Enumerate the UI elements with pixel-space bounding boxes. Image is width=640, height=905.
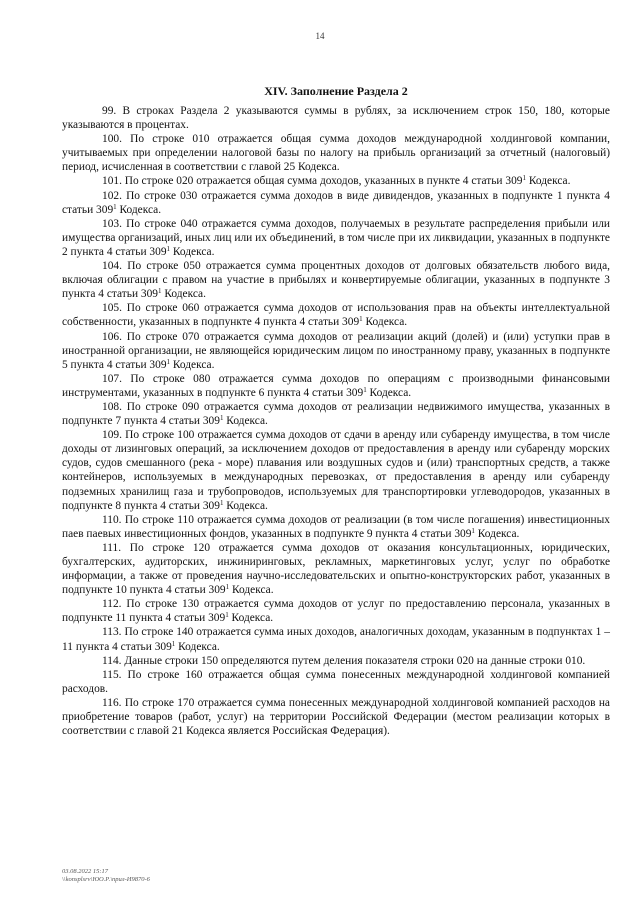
superscript: 1 xyxy=(166,244,171,253)
paragraph-110: 110. По строке 110 отражается сумма доходов от реализации (в том числе погашения) инвестиционных паев паевых инвестиционных фондов, указанных в подпункте 9 пункта 4 статьи $309^1$ Кодекса. xyxy=(62,513,610,540)
superscript: 1 xyxy=(219,414,224,423)
section-title: XIV. Заполнение Раздела 2 xyxy=(264,84,408,98)
paragraph-109: 109. По строке 100 отражается сумма доходов от сдачи в аренду или субаренду имущества, в том числе доходы от лизинговых операций, за исключением доходов от предоставления в аренду или субаренду морских судов, судов смешанного (река - море) плавания или воздушных судов и (или) транспортных средств, а также контейнеров, используемых в международных перевозках, от предоставления в аренду или субаренду подземных хранилищ газа и трубопроводов, используемых для транспортировки углеводородов, указанных в подпункте 8 пункта 4 статьи $309^1$ Кодекса. xyxy=(62,429,610,512)
paragraph-113: 113. По строке 140 отражается сумма иных доходов, аналогичных доходам, указанным в подпунктах 1 – 11 пункта 4 статьи $309^1$ Кодекса. xyxy=(62,626,610,653)
paragraph-102: 102. По строке 030 отражается сумма доходов в виде дивидендов, указанных в подпункте 1 пункта 4 статьи $309^1$ Кодекса. xyxy=(62,189,610,216)
paragraph-100: 100. По строке 010 отражается общая сумма доходов международной холдинговой компании, учитываемых при определении налоговой базы по налогу на прибыль организаций за отчетный (налоговый) период, исчисленная в соответствии с главой 25 Кодекса. xyxy=(62,133,610,174)
paragraph-111: 111. По строке 120 отражается сумма доходов от оказания консультационных, юридических, бухгалтерских, аудиторских, инжиниринговых, рекламных, маркетинговых услуг, услуг по обработке информации, а также от проведения научно-исследовательских и опытно-конструкторских работ, указанных в подпункте 10 пункта 4 статьи $309^1$ Кодекса. xyxy=(62,541,610,597)
document-footer xyxy=(62,868,150,884)
footer-file-path: \\konsplsrv\ЮО.Р.\прил-И9870-6 xyxy=(62,876,150,883)
paragraph-116: 116. По строке 170 отражается сумма понесенных международной холдинговой компанией расходов на приобретение товаров (работ, услуг) на территории Российской Федерации (местом реализации которых в соответствии с главой 21 Кодекса является Российская Федерация). xyxy=(62,696,610,738)
superscript: 1 xyxy=(522,174,526,183)
paragraph-105: 105. По строке 060 отражается сумма доходов от использования прав на объекты интеллектуальной собственности, указанных в подпункте 4 пункта 4 статьи $309^1$ Кодекса. xyxy=(62,302,610,329)
paragraph-99: 99. В строках Раздела 2 указываются суммы в рублях, за исключением строк 150, 180, которые указываются в процентах. xyxy=(62,105,610,132)
paragraph-104: 104. По строке 050 отражается сумма процентных доходов от долговых обязательств любого вида, включая облигации с правом на участие в прибылях и конвертируемые облигации, указанных в подпункте 3 пункта 4 статьи $309^1$ Кодекса. xyxy=(62,260,610,301)
superscript: 1 xyxy=(363,385,367,394)
superscript: 1 xyxy=(113,202,117,211)
superscript: 1 xyxy=(157,287,162,296)
superscript: 1 xyxy=(225,583,230,592)
superscript: 1 xyxy=(359,315,363,324)
paragraph-115: 115. По строке 160 отражается общая сумма понесенных международной холдинговой компанией расходов. xyxy=(62,668,610,695)
superscript: 1 xyxy=(471,526,475,535)
paragraph-107: 107. По строке 080 отражается сумма доходов по операциям с производными финансовыми инструментами, указанных в подпункте 6 пункта 4 статьи $309^1$ Кодекса. xyxy=(62,372,610,399)
paragraph-114: 114. Данные строки 150 определяются путем деления показателя строки 020 на данные строки 010. xyxy=(102,654,586,667)
section-body xyxy=(62,104,610,738)
paragraph-106: 106. По строке 070 отражается сумма доходов от реализации акций (долей) и (или) уступки прав в иностранной организации, не являющейся юридическим лицом по иностранному праву, указанных в подпункте 5 пункта 4 статьи $309^1$ Кодекса. xyxy=(62,330,610,371)
superscript: 1 xyxy=(166,357,171,366)
paragraph-112: 112. По строке 130 отражается сумма доходов от услуг по предоставлению персонала, указанных в подпункте 11 пункта 4 статьи $309^1$ Кодекса. xyxy=(62,598,610,625)
superscript: 1 xyxy=(219,498,224,507)
superscript: 1 xyxy=(171,639,176,648)
page-number: 14 xyxy=(315,31,325,41)
paragraph-108: 108. По строке 090 отражается сумма доходов от реализации недвижимого имущества, указанных в подпункте 7 пункта 4 статьи $309^1$ Кодекса. xyxy=(62,400,610,428)
superscript: 1 xyxy=(225,611,229,620)
paragraph-103: 103. По строке 040 отражается сумма доходов, получаемых в результате распределения прибыли или имущества организаций, иных лиц или их объединений, в том числе при их ликвидации, указанных в подпункте 2 пункта 4 статьи $309^1$ Кодекса. xyxy=(62,217,610,258)
paragraph-101: 101. По строке 020 отражается общая сумма доходов, указанных в пункте 4 статьи $309^1$ Кодекса. xyxy=(102,174,571,188)
footer-timestamp: 03.08.2022 15:17 xyxy=(62,868,109,875)
